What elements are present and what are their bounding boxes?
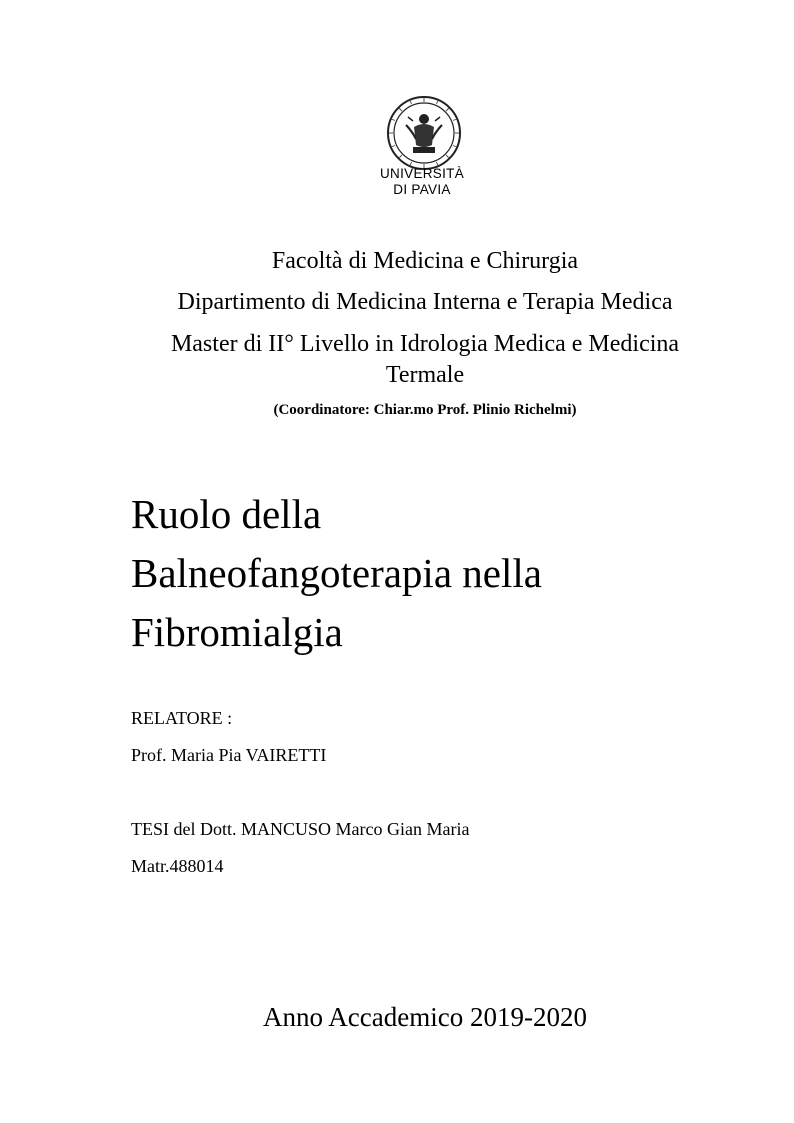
thesis-title-line3: Fibromialgia bbox=[131, 609, 343, 655]
master-heading-line1: Master di II° Livello in Idrologia Medica e Medicina bbox=[170, 331, 680, 357]
academic-year: Anno Accademico 2019-2020 bbox=[263, 1002, 587, 1032]
university-name-line2: DI PAVIA bbox=[393, 182, 451, 197]
department-heading: Dipartimento di Medicina Interna e Terapia Medica bbox=[177, 289, 673, 315]
matricola-line: Matr.488014 bbox=[131, 856, 224, 876]
thesis-title-line2: Balneofangoterapia nella bbox=[131, 550, 542, 596]
faculty-heading: Facoltà di Medicina e Chirurgia bbox=[271, 248, 579, 274]
thesis-title-line1: Ruolo della bbox=[131, 491, 322, 537]
candidate-line: TESI del Dott. MANCUSO Marco Gian Maria bbox=[131, 819, 470, 839]
university-seal-icon bbox=[386, 95, 462, 171]
master-heading-line2: Termale bbox=[385, 362, 465, 388]
coordinator-line: (Coordinatore: Chiar.mo Prof. Plinio Richelmi) bbox=[273, 402, 577, 418]
supervisor-name: Prof. Maria Pia VAIRETTI bbox=[131, 745, 327, 765]
university-name-line1: UNIVERSITÀ bbox=[379, 166, 464, 181]
supervisor-label: RELATORE : bbox=[131, 708, 233, 728]
